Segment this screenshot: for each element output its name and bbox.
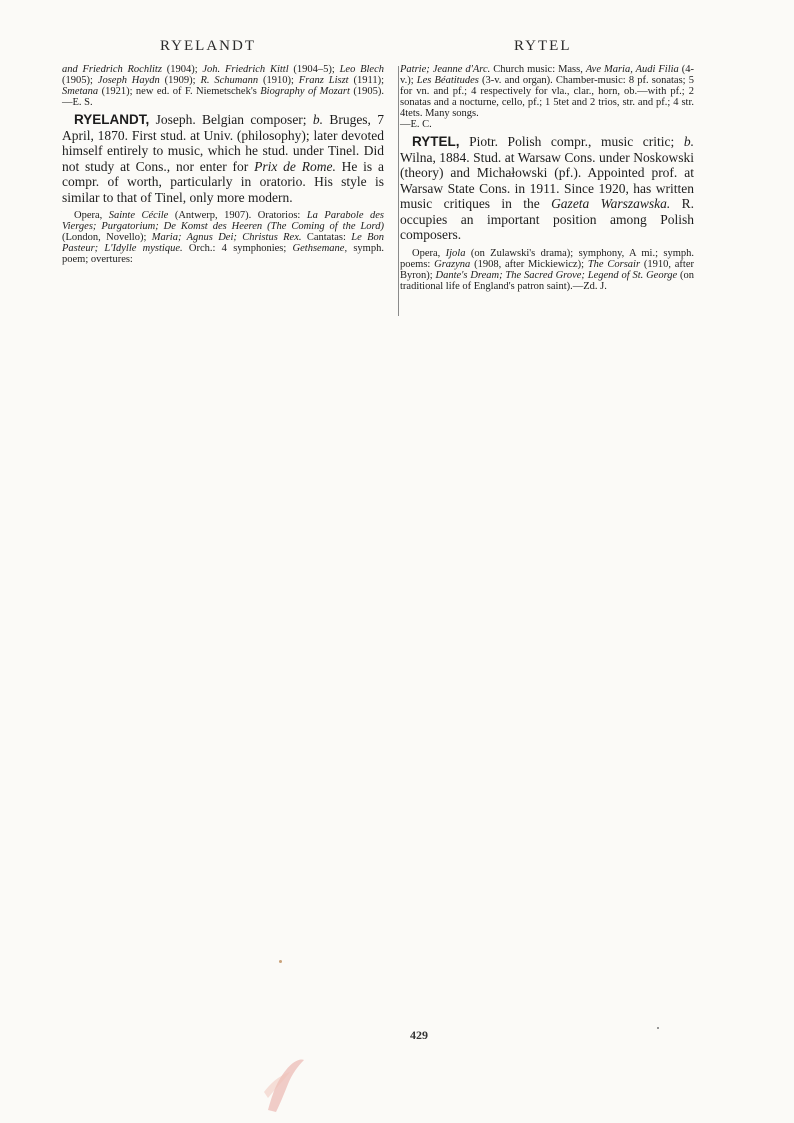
page-stain xyxy=(262,1052,306,1114)
entry-rytel-works: Opera, Ijola (on Zulawski's drama); symphony, A mi.; symph. poems: Grazyna (1908, after Mickiewicz); The Corsair (1910, after Byron); Dante's Dream; The Sacred Grove; Legend of St. George (on traditional life of England's patron saint).—Zd. J. xyxy=(400,247,694,292)
column-divider xyxy=(398,66,399,316)
running-head-right: RYTEL xyxy=(514,38,572,54)
left-column xyxy=(62,64,384,265)
page-number: 429 xyxy=(410,1028,428,1042)
signature-ec: —E. C. xyxy=(400,119,432,130)
entry-rytel-body: RYTEL, Piotr. Polish compr., music critic; b. Wilna, 1884. Stud. at Warsaw Cons. under Noskowski (theory) and Michałowski (pf.). Appointed prof. at Warsaw State Cons. in 1911. Since 1920, has written music critiques in the Gazeta Warszawska. R. occupies an important position among Polish composers. xyxy=(400,134,694,242)
entry-ryelandt-works: Opera, Sainte Cécile (Antwerp, 1907). Oratorios: La Parabole des Vierges; Purgatorium; De Komst des Heeren (The Coming of the Lord) (London, Novello); Maria; Agnus Dei; Christus Rex. Cantatas: Le Bon Pasteur; L'Idylle mystique. Orch.: 4 symphonies; Gethsemane, symph. poem; overtures: xyxy=(62,210,385,265)
headword-ryelandt: RYELANDT, xyxy=(74,112,150,127)
paper-speck xyxy=(657,1027,659,1029)
right-column xyxy=(400,64,694,292)
running-head-left: RYELANDT xyxy=(160,38,256,54)
ryelandt-works-continuation: Patrie; Jeanne d'Arc. Church music: Mass, Ave Maria, Audi Filia (4-v.); Les Béatitudes (3-v. and organ). Chamber-music: 8 pf. sonatas; 5 for vn. and pf.; 4 respectively for vla., clar., horn, ob.—with pf.; 2 sonatas and a nocturne, cello, pf.; 1 5tet and 2 trios, str. and pf.; 4 str. 4tets. Many songs. —E. C. xyxy=(400,64,694,130)
headword-rytel: RYTEL, xyxy=(412,134,460,149)
entry-ryelandt-body: RYELANDT, Joseph. Belgian composer; b. Bruges, 7 April, 1870. First stud. at Univ. (philosophy); later devoted himself entirely to music, which he stud. under Tinel. Did not study at Cons., nor enter for Prix de Rome. He is a compr. of worth, particularly in oratorio. His style is similar to that of Tinel, only more modern. xyxy=(62,112,384,205)
previous-entry-continuation: and Friedrich Rochlitz (1904); Joh. Friedrich Kittl (1904–5); Leo Blech (1905); Joseph Haydn (1909); R. Schumann (1910); Franz Liszt (1911); Smetana (1921); new ed. of F. Niemetschek's Biography of Mozart (1905).—E. S. xyxy=(62,64,384,108)
paper-speck xyxy=(279,960,282,963)
